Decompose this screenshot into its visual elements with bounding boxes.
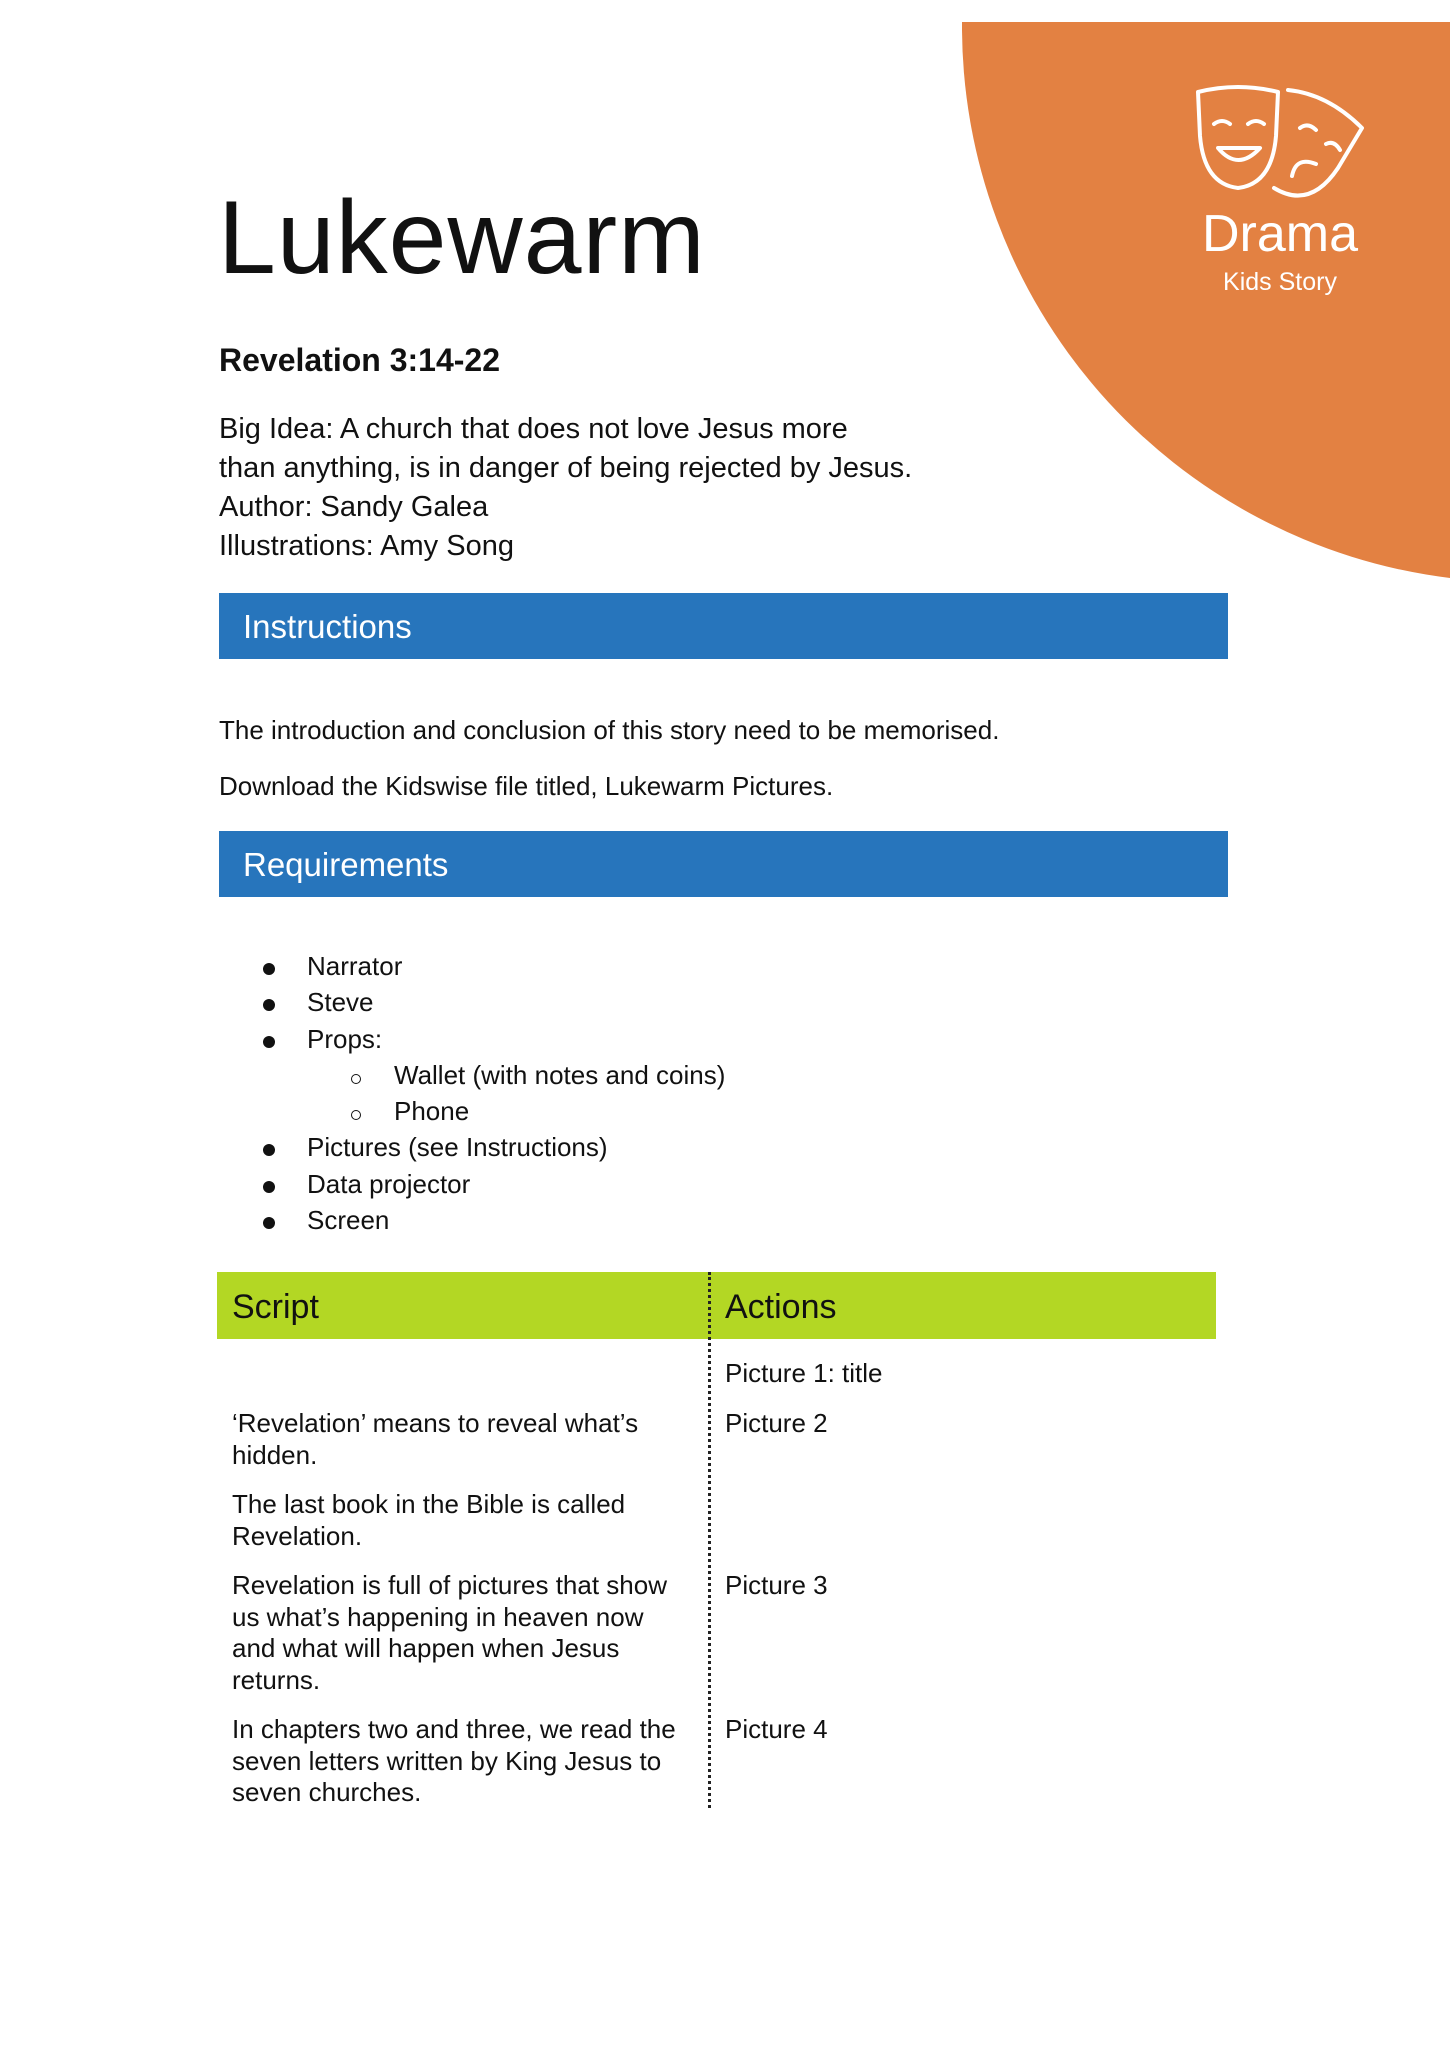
requirements-header [219, 831, 1228, 897]
list-item: Data projector [219, 1166, 1119, 1202]
bullet-icon [263, 1129, 283, 1165]
badge-subtitle: Kids Story [1223, 268, 1337, 296]
bullet-icon [263, 1021, 283, 1057]
requirements-list [219, 948, 1119, 1238]
list-item: Props: [219, 1021, 1119, 1057]
big-idea-line-2: than anything, is in danger of being rejected by Jesus. [219, 452, 913, 484]
actions-column-header: Actions [725, 1288, 837, 1326]
instructions-heading: Instructions [243, 608, 412, 645]
list-subitem: Wallet (with notes and coins) [219, 1057, 1119, 1093]
list-item: Steve [219, 984, 1119, 1020]
illustrations-line: Illustrations: Amy Song [219, 530, 514, 562]
action-cell: Picture 1: title [725, 1358, 883, 1388]
hollow-bullet-icon [351, 1057, 371, 1093]
script-cell: In chapters two and three, we read the seven letters written by King Jesus to seven churches. [232, 1714, 676, 1807]
bible-reference: Revelation 3:14-22 [219, 342, 501, 378]
action-cell: Picture 2 [725, 1408, 828, 1438]
instructions-header [219, 593, 1228, 659]
big-idea-line-1: Big Idea: A church that does not love Jesus more [219, 413, 848, 445]
intro-block [219, 410, 1019, 566]
list-item: Screen [219, 1202, 1119, 1238]
theatre-masks-icon [1192, 84, 1370, 206]
hollow-bullet-icon [351, 1093, 371, 1129]
requirements-heading: Requirements [243, 846, 449, 883]
page-title: Lukewarm [218, 180, 706, 296]
author-line: Author: Sandy Galea [219, 491, 489, 523]
bullet-icon [263, 948, 283, 984]
bullet-icon [263, 1166, 283, 1202]
instructions-paragraph: Download the Kidswise file titled, Lukewarm Pictures. [219, 771, 834, 801]
script-cell: Revelation is full of pictures that show us what’s happening in heaven now and what will happen when Jesus returns. [232, 1570, 667, 1695]
badge-title: Drama [1201, 205, 1359, 263]
action-cell: Picture 3 [725, 1570, 828, 1600]
list-item: Pictures (see Instructions) [219, 1129, 1119, 1165]
bullet-icon [263, 1202, 283, 1238]
action-cell: Picture 4 [725, 1714, 828, 1744]
script-table-header [217, 1272, 1216, 1339]
list-subitem: Phone [219, 1093, 1119, 1129]
script-cell: The last book in the Bible is called Revelation. [232, 1489, 626, 1551]
bullet-icon [263, 984, 283, 1020]
instructions-paragraph: The introduction and conclusion of this story need to be memorised. [219, 715, 1000, 745]
script-cell: ‘Revelation’ means to reveal what’s hidden. [232, 1408, 639, 1470]
list-item: Narrator [219, 948, 1119, 984]
script-column-header: Script [232, 1288, 319, 1326]
column-divider [708, 1272, 711, 1808]
